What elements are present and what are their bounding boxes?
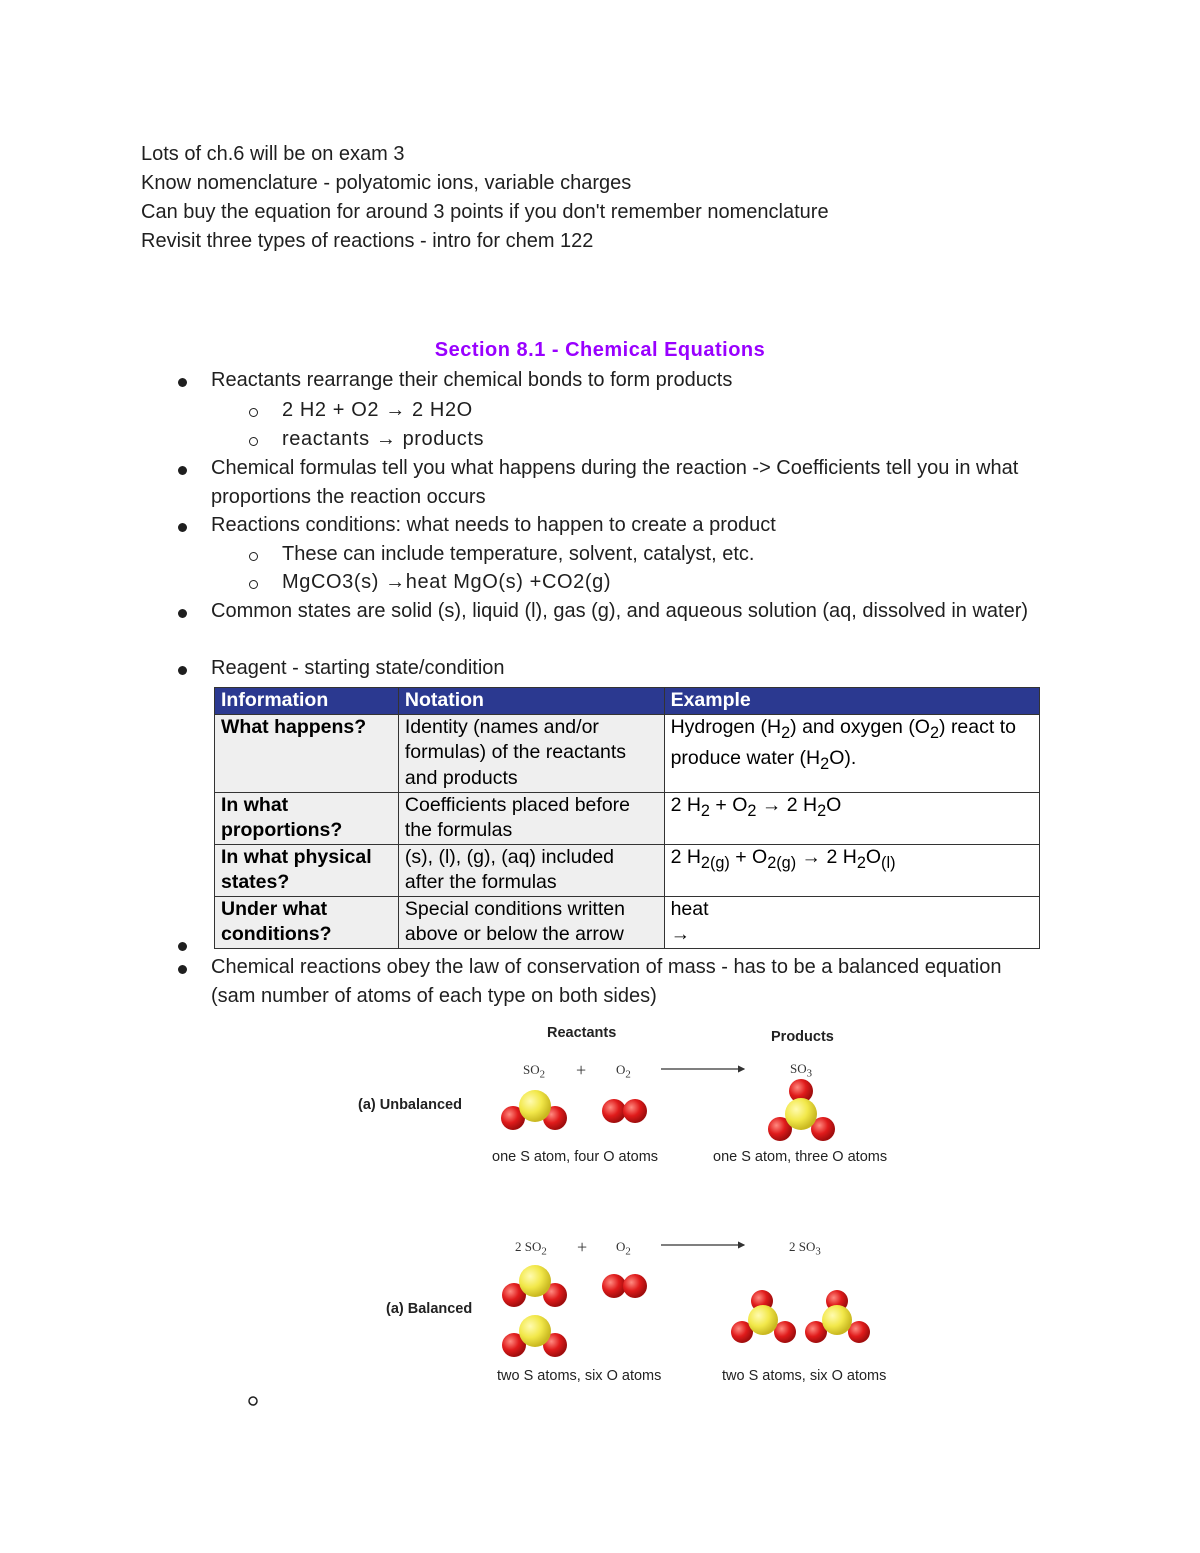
plus-sign: + — [576, 1060, 587, 1080]
so3-molecule — [805, 1290, 870, 1343]
table-cell: Hydrogen $(H_2)$ and oxygen $(O_2)$ react to produce water $(H_2O)$. — [664, 714, 1039, 792]
table-cell: In what proportions? — [215, 792, 399, 844]
table-cell: 2 $H_2 + O_2 \to 2$ $H_2O$ — [664, 792, 1039, 844]
table-cell: 2 $H_{2(g)} + O_{2(g)} \to 2$ $H_2O_{(l)}$ — [664, 844, 1039, 896]
table-cell: What happens? — [215, 714, 399, 792]
column-header: Notation — [398, 688, 664, 715]
so2-molecule — [502, 1265, 567, 1307]
table-cell: (s), (l), (g), (aq) included after the formulas — [398, 844, 664, 896]
table-cell: heat → — [664, 896, 1039, 948]
formula-label: $SO_3$ — [790, 1061, 813, 1080]
column-header: Information — [215, 688, 399, 715]
intro-line: Can buy the equation for around 3 points if you don't remember nomenclature — [141, 201, 829, 223]
section-title: Section 8.1 - Chemical Equations — [434, 339, 766, 361]
formula-label: $O_2$ — [616, 1062, 631, 1081]
products-label: Products — [771, 1029, 834, 1045]
intro-line: Revisit three types of reactions - intro for chem 122 — [141, 230, 594, 252]
table-cell: Coefficients placed before the formulas — [398, 792, 664, 844]
o2-molecule — [602, 1099, 647, 1123]
table-cell: Identity (names and/or formulas) of the reactants and products — [398, 714, 664, 792]
intro-line: Lots of ch.6 will be on exam 3 — [141, 143, 405, 165]
unbalanced-label: (a) Unbalanced — [358, 1097, 462, 1113]
balanced-label: (a) Balanced — [386, 1301, 473, 1317]
plus-sign: + — [577, 1237, 588, 1257]
formula-label: $SO_2$ — [523, 1062, 546, 1081]
caption: two S atoms, six O atoms — [722, 1368, 887, 1384]
formula-label: 2 $SO_3$ — [789, 1239, 821, 1258]
table-cell: In what physical states? — [215, 844, 399, 896]
table-cell: Under what conditions? — [215, 896, 399, 948]
o2-molecule — [602, 1274, 647, 1298]
column-header: Example — [664, 688, 1039, 715]
so2-molecule — [501, 1090, 567, 1130]
caption: one S atom, three O atoms — [713, 1149, 888, 1165]
formula-label: 2 $SO_2$ — [515, 1239, 547, 1258]
so3-molecule — [768, 1079, 835, 1141]
caption: two S atoms, six O atoms — [497, 1368, 662, 1384]
caption: one S atom, four O atoms — [492, 1149, 659, 1165]
so2-molecule — [502, 1315, 567, 1357]
intro-line: Know nomenclature - polyatomic ions, variable charges — [141, 172, 632, 194]
formula-label: $O_2$ — [616, 1239, 631, 1258]
table-cell: Special conditions written above or below the arrow — [398, 896, 664, 948]
so3-molecule — [731, 1290, 796, 1343]
hollow-bullet-icon — [249, 1397, 257, 1405]
reactants-label: Reactants — [547, 1025, 617, 1041]
